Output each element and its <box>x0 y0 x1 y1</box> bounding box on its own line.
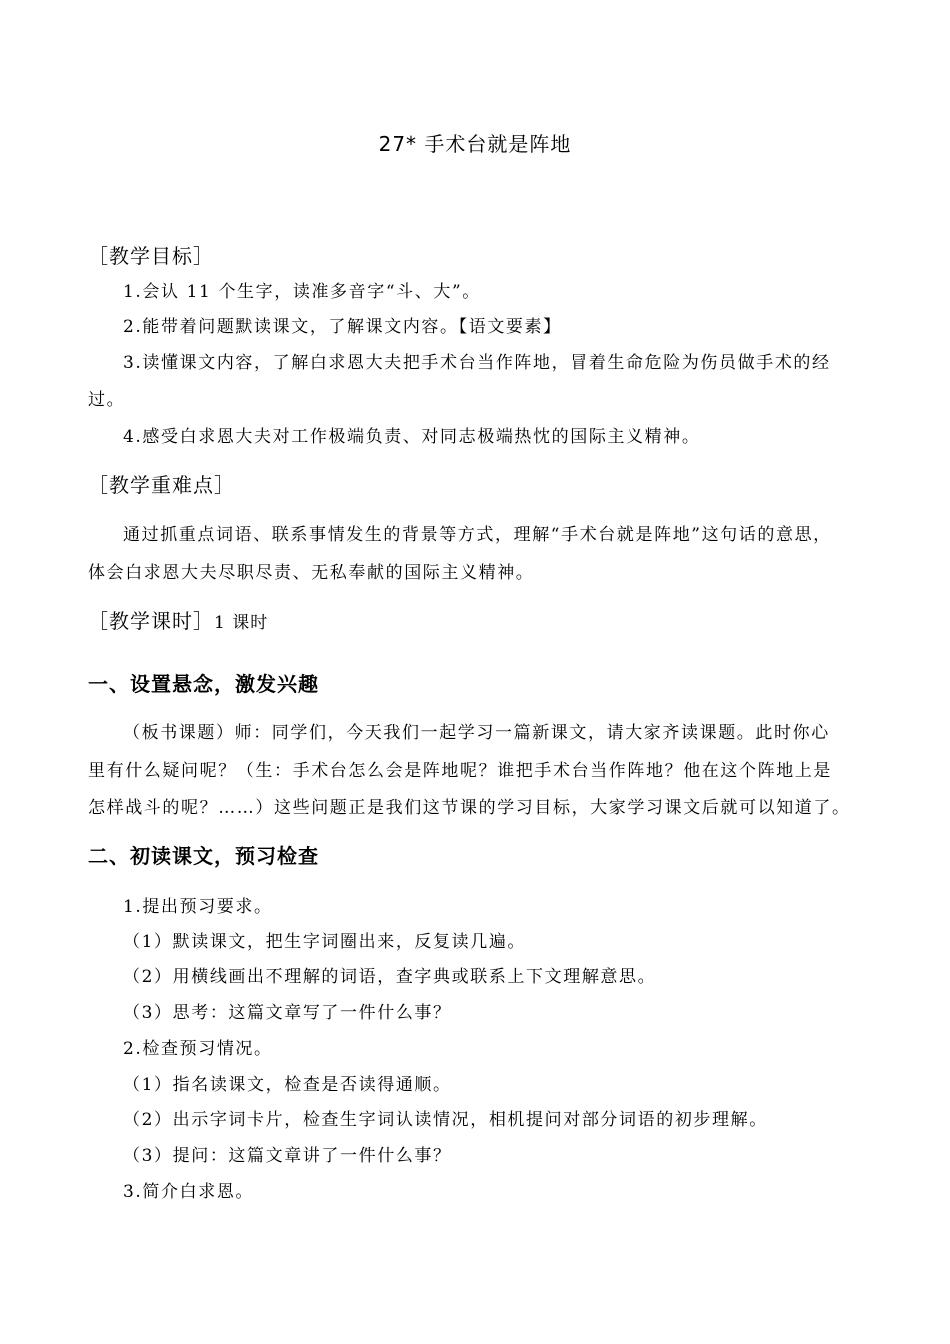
section2-line: （2）出示字词卡片，检查生字词认读情况，相机提问对部分词语的初步理解。 <box>123 1110 768 1130</box>
heading-key-points: ［教学重难点］ <box>88 473 235 497</box>
section2-line: （1）默读课文，把生字词圈出来，反复读几遍。 <box>123 932 527 952</box>
key-points-line: 通过抓重点词语、联系事情发生的背景等方式，理解“手术台就是阵地”这句话的意思， <box>123 525 832 545</box>
class-hours-value: 1 课时 <box>214 613 269 633</box>
section2-line: （2）用横线画出不理解的词语，查字典或联系上下文理解意思。 <box>123 967 657 987</box>
heading-class-hours <box>88 607 268 635</box>
document-title: 27* 手术台就是阵地 <box>378 132 572 156</box>
section1-heading: 一、设置悬念，激发兴趣 <box>88 672 319 696</box>
objective-line: 过。 <box>88 390 126 410</box>
objective-line: 2.能带着问题默读课文，了解课文内容。【语文要素】 <box>123 317 562 337</box>
section2-line: 3.简介白求恩。 <box>123 1182 255 1202</box>
section2-line: 2.检查预习情况。 <box>123 1039 273 1059</box>
section1-line: （板书课题）师：同学们，今天我们一起学习一篇新课文，请大家齐读课题。此时你心 <box>123 723 830 743</box>
section2-line: 1.提出预习要求。 <box>123 897 273 917</box>
heading-objectives: ［教学目标］ <box>88 244 214 268</box>
objective-line: 4.感受白求恩大夫对工作极端负责、对同志极端热忱的国际主义精神。 <box>123 427 701 447</box>
section1-line: 里有什么疑问呢？（生：手术台怎么会是阵地呢？谁把手术台当作阵地？他在这个阵地上是 <box>88 761 832 781</box>
section2-line: （3）思考：这篇文章写了一件什么事？ <box>123 1003 452 1023</box>
key-points-line: 体会白求恩大夫尽职尽责、无私奉献的国际主义精神。 <box>88 563 535 583</box>
objective-line: 3.读懂课文内容，了解白求恩大夫把手术台当作阵地，冒着生命危险为伤员做手术的经 <box>123 353 831 373</box>
section2-line: （3）提问：这篇文章讲了一件什么事？ <box>123 1146 452 1166</box>
section1-line: 怎样战斗的呢？……）这些问题正是我们这节课的学习目标，大家学习课文后就可以知道了。 <box>88 798 851 818</box>
section2-line: （1）指名读课文，检查是否读得通顺。 <box>123 1075 452 1095</box>
section2-heading: 二、初读课文，预习检查 <box>88 844 319 868</box>
class-hours-label: ［教学课时］ <box>88 609 214 633</box>
objective-line: 1.会认 11 个生字，读准多音字“斗、大”。 <box>123 282 481 302</box>
